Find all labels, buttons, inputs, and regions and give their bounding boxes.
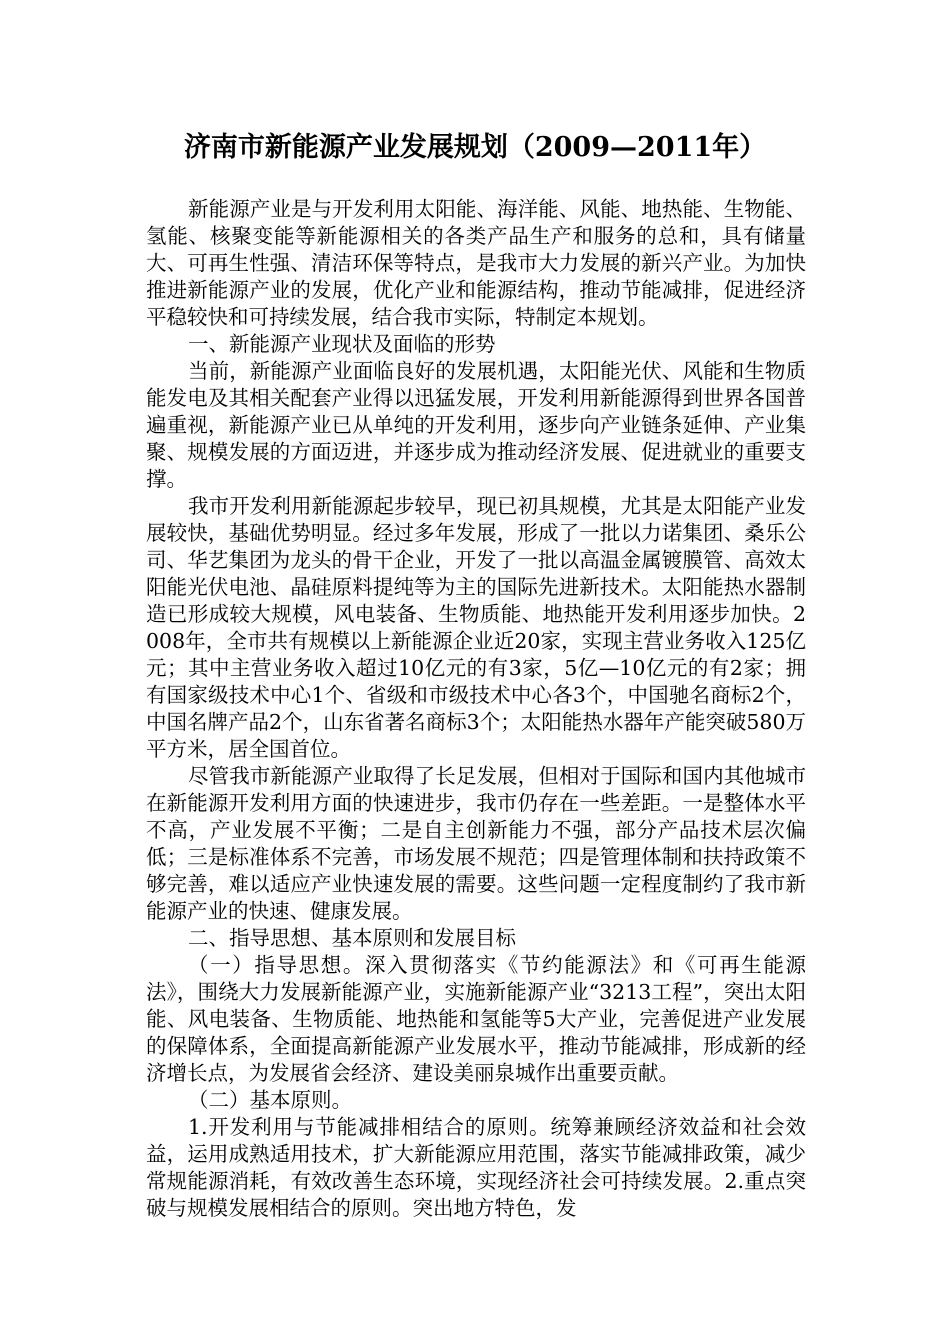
document-body — [146, 196, 806, 1222]
paragraph-gaps: 尽管我市新能源产业取得了长足发展，但相对于国际和国内其他城市在新能源开发利用方面的快速进步，我市仍存在一些差距。一是整体水平不高，产业发展不平衡；二是自主创新能力不强，部分产品技术层次偏低；三是标准体系不完善，市场发展不规范；四是管理体制和扶持政策不够完善，难以适应产业快速发展的需要。这些问题一定程度制约了我市新能源产业的快速、健康发展。 — [146, 764, 806, 923]
paragraph-current-situation: 当前，新能源产业面临良好的发展机遇，太阳能光伏、风能和生物质能发电及其相关配套产业得以迅猛发展，开发利用新能源得到世界各国普遍重视，新能源产业已从单纯的开发利用，逐步向产业链条延伸、产业集聚、规模发展的方面迈进，并逐步成为推动经济发展、促进就业的重要支撑。 — [146, 359, 806, 491]
paragraph-principles: 1.开发利用与节能减排相结合的原则。统筹兼顾经济效益和社会效益，运用成熟适用技术，扩大新能源应用范围，落实节能减排政策，减少常规能源消耗，有效改善生态环境，实现经济社会可持续发展。2.重点突破与规模发展相结合的原则。突出地方特色，发 — [146, 1115, 806, 1220]
section-heading-2: 二、指导思想、基本原则和发展目标 — [188, 926, 516, 950]
paragraph-guiding-ideology: （一）指导思想。深入贯彻落实《节约能源法》和《可再生能源法》，围绕大力发展新能源产业，实施新能源产业“3213工程”，突出太阳能、风电装备、生物质能、地热能和氢能等5大产业，完善促进产业发展的保障体系，全面提高新能源产业发展水平，推动节能减排，形成新的经济增长点，为发展省会经济、建设美丽泉城作出重要贡献。 — [146, 953, 806, 1085]
subsection-basic-principles: （二）基本原则。 — [188, 1088, 352, 1112]
paragraph-local-development: 我市开发利用新能源起步较早，现已初具规模，尤其是太阳能产业发展较快，基础优势明显。经过多年发展，形成了一批以力诺集团、桑乐公司、华艺集团为龙头的骨干企业，开发了一批以高温金属镀膜管、高效太阳能光伏电池、晶硅原料提纯等为主的国际先进新技术。太阳能热水器制造已形成较大规模，风电装备、生物质能、地热能开发利用逐步加快。2008年，全市共有规模以上新能源企业近20家，实现主营业务收入125亿元；其中主营业务收入超过10亿元的有3家，5亿—10亿元的有2家；拥有国家级技术中心1个、省级和市级技术中心各3个，中国驰名商标2个，中国名牌产品2个，山东省著名商标3个；太阳能热水器年产能突破580万平方米，居全国首位。 — [146, 494, 806, 761]
document-title: 济南市新能源产业发展规划（2009—2011年） — [183, 132, 767, 163]
section-heading-1: 一、新能源产业现状及面临的形势 — [188, 332, 496, 356]
paragraph-intro: 新能源产业是与开发利用太阳能、海洋能、风能、地热能、生物能、氢能、核聚变能等新能源相关的各类产品生产和服务的总和，具有储量大、可再生性强、清洁环保等特点，是我市大力发展的新兴产业。为加快推进新能源产业的发展，优化产业和能源结构，推动节能减排，促进经济平稳较快和可持续发展，结合我市实际，特制定本规划。 — [146, 197, 806, 329]
